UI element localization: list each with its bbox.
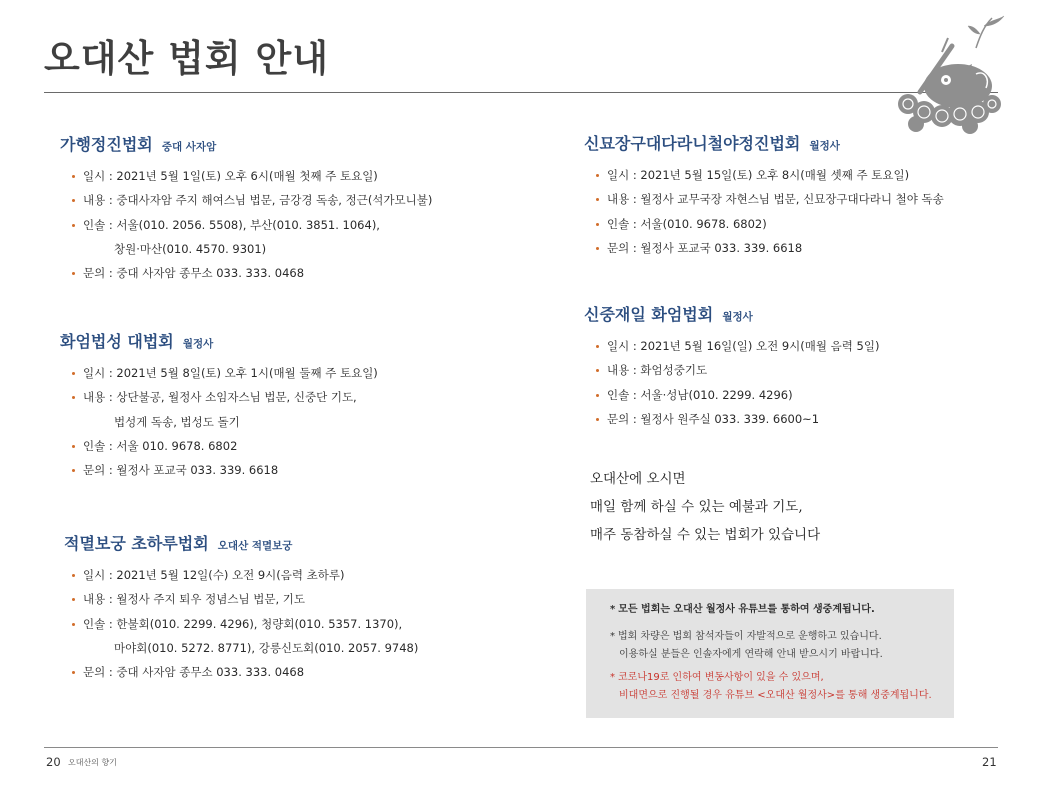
detail-list bbox=[584, 334, 879, 431]
detail-item: 문의 : 월정사 원주실 033. 339. 6600~1 bbox=[596, 407, 879, 431]
detail-item: 내용 : 월정사 주지 퇴우 정념스님 법문, 기도 bbox=[72, 587, 418, 611]
asterisk-mark: * bbox=[610, 672, 615, 683]
magazine-name: 오대산의 향기 bbox=[68, 758, 117, 767]
asterisk-mark: * bbox=[610, 604, 616, 615]
detail-item: 문의 : 월정사 포교국 033. 339. 6618 bbox=[596, 236, 944, 260]
section-heading bbox=[64, 536, 418, 552]
service-section-gahaeng bbox=[60, 137, 432, 285]
detail-item: 인솔 : 한불회(010. 2299. 4296), 청량회(010. 5357. 1370), bbox=[72, 612, 418, 636]
notice-line-text: 법회 차량은 법회 참석자들이 자발적으로 운행하고 있습니다. bbox=[618, 631, 882, 642]
detail-list bbox=[60, 164, 432, 285]
section-title: 화엄법성 대법회 bbox=[60, 332, 174, 351]
notice-warning-text: 코로나19로 인하여 변동사항이 있을 수 있으며, bbox=[618, 672, 824, 683]
detail-item: 인솔 : 서울·성남(010. 2299. 4296) bbox=[596, 383, 879, 407]
detail-item: 문의 : 중대 사자암 종무소 033. 333. 0468 bbox=[72, 660, 418, 684]
invitation-line: 오대산에 오시면 bbox=[590, 471, 686, 487]
detail-item: 내용 : 상단불공, 월정사 소임자스님 법문, 신중단 기도, bbox=[72, 385, 378, 409]
section-title: 신묘장구대다라니철야정진법회 bbox=[584, 134, 801, 153]
invitation-line: 매일 함께 하실 수 있는 예불과 기도, bbox=[590, 499, 803, 515]
detail-item: 인솔 : 서울(010. 2056. 5508), 부산(010. 3851. 1064), bbox=[72, 213, 432, 237]
detail-item: 인솔 : 서울 010. 9678. 6802 bbox=[72, 434, 378, 458]
service-section-jeokmyeol bbox=[64, 536, 418, 684]
detail-item-continued: 법성게 독송, 법성도 돌기 bbox=[114, 414, 240, 429]
detail-item: 인솔 : 서울(010. 9678. 6802) bbox=[596, 212, 944, 236]
detail-item: 일시 : 2021년 5월 1일(토) 오후 6시(매월 첫째 주 토요일) bbox=[72, 164, 432, 188]
detail-item: 문의 : 중대 사자암 종무소 033. 333. 0468 bbox=[72, 261, 432, 285]
detail-item: 내용 : 화엄성중기도 bbox=[596, 358, 879, 382]
invitation-text bbox=[590, 465, 820, 549]
section-title: 신중재일 화엄법회 bbox=[584, 305, 714, 324]
dharma-fish-emblem-icon bbox=[880, 8, 1006, 138]
section-heading bbox=[60, 137, 432, 153]
detail-item: 일시 : 2021년 5월 15일(토) 오후 8시(매월 셋째 주 토요일) bbox=[596, 163, 944, 187]
notice-headline-text: 모든 법회는 오대산 월정사 유튜브를 통하여 생중계됩니다. bbox=[618, 604, 875, 615]
service-section-sinjung bbox=[584, 307, 879, 431]
section-title: 적멸보궁 초하루법회 bbox=[64, 534, 209, 553]
detail-list bbox=[60, 361, 378, 482]
detail-item: 문의 : 월정사 포교국 033. 339. 6618 bbox=[72, 458, 378, 482]
detail-item-continued: 마야회(010. 5272. 8771), 강릉신도회(010. 2057. 9748) bbox=[114, 640, 419, 655]
section-place: 월정사 bbox=[809, 140, 840, 152]
detail-item: 내용 : 중대사자암 주지 해여스님 법문, 금강경 독송, 정근(석가모니불) bbox=[72, 188, 432, 212]
section-place: 중대 사자암 bbox=[161, 141, 217, 153]
section-heading bbox=[584, 136, 944, 152]
page-number-right: 21 bbox=[982, 755, 997, 769]
section-title: 가행정진법회 bbox=[60, 135, 153, 154]
asterisk-mark: * bbox=[610, 631, 615, 642]
invitation-line: 매주 동참하실 수 있는 법회가 있습니다 bbox=[590, 527, 821, 543]
detail-item: 내용 : 월정사 교무국장 자현스님 법문, 신묘장구대다라니 철야 독송 bbox=[596, 187, 944, 211]
service-section-sinmyo bbox=[584, 136, 944, 260]
detail-item-continued: 창원·마산(010. 4570. 9301) bbox=[114, 241, 267, 256]
detail-list bbox=[64, 563, 418, 684]
section-heading bbox=[584, 307, 879, 323]
section-heading bbox=[60, 334, 378, 350]
title-divider bbox=[44, 92, 998, 93]
notice-line bbox=[610, 632, 882, 642]
notice-line: 이용하실 분들은 인솔자에게 연락해 안내 받으시기 바랍니다. bbox=[619, 649, 883, 660]
notice-box bbox=[586, 589, 954, 718]
section-place: 오대산 적멸보궁 bbox=[217, 540, 293, 552]
page-number-left: 20 bbox=[46, 755, 61, 769]
detail-item: 일시 : 2021년 5월 8일(토) 오후 1시(매월 둘째 주 토요일) bbox=[72, 361, 378, 385]
page-title: 오대산 법회 안내 bbox=[44, 36, 329, 80]
detail-item: 일시 : 2021년 5월 16일(일) 오전 9시(매월 음력 5일) bbox=[596, 334, 879, 358]
notice-warning: 비대면으로 진행될 경우 유튜브 <오대산 월정사>를 통해 생중계됩니다. bbox=[619, 690, 932, 701]
detail-item: 일시 : 2021년 5월 12일(수) 오전 9시(음력 초하루) bbox=[72, 563, 418, 587]
notice-headline bbox=[610, 605, 875, 615]
section-place: 월정사 bbox=[722, 311, 753, 323]
footer-divider bbox=[44, 747, 998, 748]
notice-warning bbox=[610, 673, 824, 683]
service-section-hwaeom bbox=[60, 334, 378, 482]
detail-list bbox=[584, 163, 944, 260]
section-place: 월정사 bbox=[182, 338, 214, 350]
